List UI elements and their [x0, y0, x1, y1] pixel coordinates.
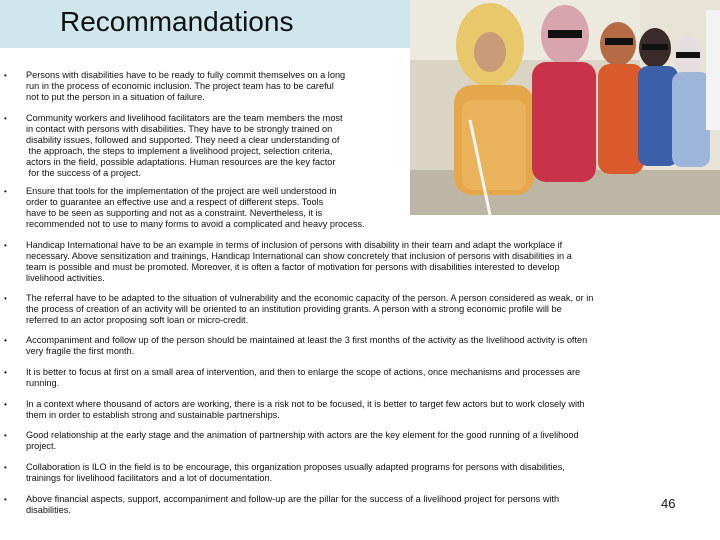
- bullet-marker: •: [4, 336, 7, 345]
- bullet-text: In a context where thousand of actors are working, there is a risk not to be focused, it is better to target few actors but to work closely with them in order to establish strong and sustainable partnerships.: [26, 399, 585, 420]
- bullet-text: Good relationship at the early stage and the animation of partnership with actors are the key element for the good running of a livelihood project.: [26, 430, 579, 451]
- bullet-marker: •: [4, 294, 7, 303]
- bullet-marker: •: [4, 368, 7, 377]
- bullet-marker: •: [4, 495, 7, 504]
- bullet-marker: •: [4, 114, 7, 123]
- bullet-marker: •: [4, 463, 7, 472]
- bullet-text: Collaboration is ILO in the field is to be encourage, this organization proposes usually adapted programs for persons with disabilities, trainings for livelihood facilitators and a lot of documentation.: [26, 462, 565, 483]
- bullet-text: Persons with disabilities have to be ready to fully commit themselves on a long run in the process of economic inclusion. The project team has to be careful not to put the person in a situation of failure.: [26, 70, 346, 102]
- bullet-marker: •: [4, 400, 7, 409]
- bullet-text: Above financial aspects, support, accompaniment and follow-up are the pillar for the success of a livelihood project for persons with disabilities.: [26, 494, 560, 515]
- bullet-marker: •: [4, 241, 7, 250]
- bullet-marker: •: [4, 431, 7, 440]
- bullet-text: It is better to focus at first on a small area of intervention, and then to enlarge the scope of actions, once mechanisms and processes are running.: [26, 367, 581, 388]
- bullet-text: Handicap International have to be an example in terms of inclusion of persons with disability in their team and adapt the workplace if necessary. Above sensitization and trainings, Handicap International can show concretely that inclusion of persons with disabilities in a team is possible and must be promoted. Moreover, it is often a factor of motivation for persons with disabilities interested to develop livelihood activities.: [26, 240, 572, 283]
- slide-title: Recommandations: [60, 6, 294, 37]
- bullet-marker: •: [4, 71, 7, 80]
- bullet-text: Ensure that tools for the implementation of the project are well understood in order to guarantee an effective use and a respect of different steps. Tools have to be seen as supporting and not as a constraint. Nevertheless, it is recommended not to use to many forms to avoid a complicated and heavy process.: [26, 186, 365, 229]
- bullet-text: Accompaniment and follow up of the person should be maintained at least the 3 first months of the activity as the livelihood activity is often very fragile the first month.: [26, 335, 588, 356]
- bullet-text: Community workers and livelihood facilitators are the team members the most in contact with persons with disabilities. They have to be strongly trained on disability issues, followed and supported. They need a clear understanding of the approach, the steps to implement a livelihood project, selection criteria, actors in the field, possible adaptations. Human resources are the key factor for the success of a project.: [26, 113, 343, 178]
- bullet-text: The referral have to be adapted to the situation of vulnerability and the economic capacity of the person. A person considered as weak, or in the process of creation of an activity will be oriented to an institution providing grants. A person with a strong economic profile will be referred to an actor proposing soft loan or micro-credit.: [26, 293, 594, 325]
- page-number: 46: [661, 496, 676, 511]
- bullet-marker: •: [4, 187, 7, 196]
